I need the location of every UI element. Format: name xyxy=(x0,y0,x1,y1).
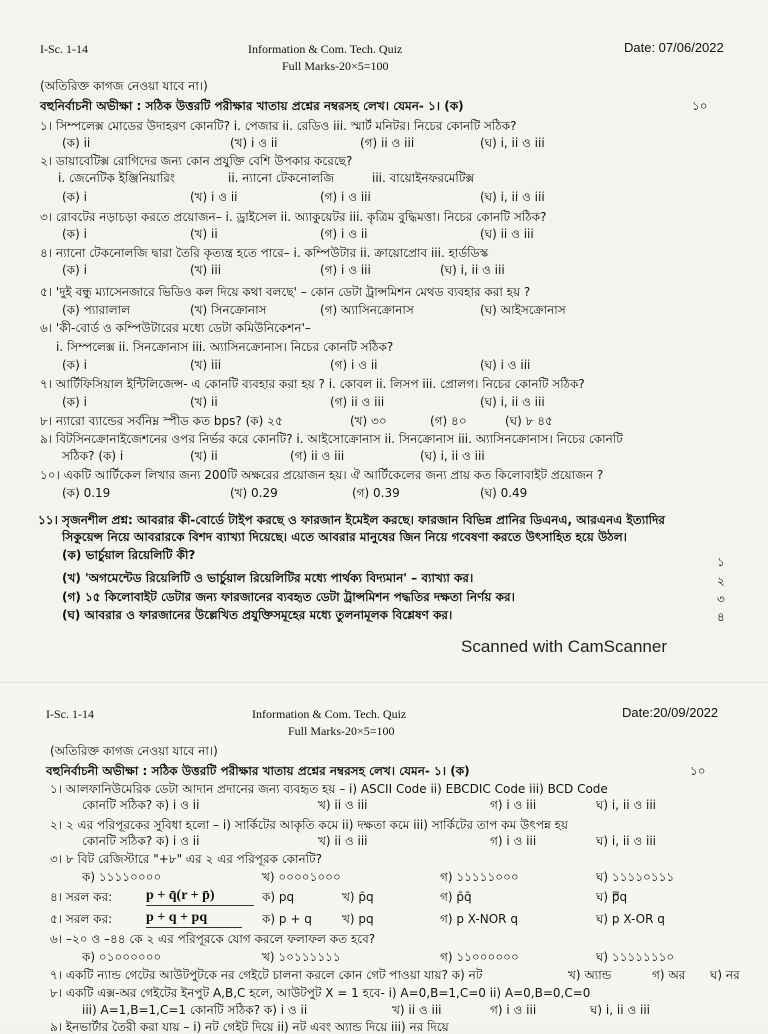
q1-option-a: (ক) ii xyxy=(62,136,91,150)
q2-prompt: কোনটি সঠিক? ক) i ও ii xyxy=(82,834,200,848)
q1-option-b: খ) ii ও iii xyxy=(318,798,368,812)
q2-option-d: (ঘ) i, ii ও iii xyxy=(480,190,545,204)
q6-option-c: গ) ১১০০০০০০ xyxy=(440,950,519,964)
q7-option-c: গ) অর xyxy=(652,968,686,982)
q3-option-a: ক) ১১১১০০০০ xyxy=(82,870,162,884)
q4-option-a: ক) pq xyxy=(262,890,295,904)
question-1: ১। আলফানিউমেরিক ডেটা আদান প্রদানের জন্য ব্যবহৃত হয় – i) ASCII Code ii) EBCDIC Code iii) BCD Code xyxy=(50,782,608,796)
q4-option-b: খ) p̄q xyxy=(342,890,374,904)
question-5: ৫। সরল কর: xyxy=(50,912,113,926)
q2-option-b: (খ) i ও ii xyxy=(190,190,238,204)
q11-mark-b: ২ xyxy=(717,574,725,588)
q11-part-c: (গ) ১৫ কিলোবাইট ডেটার জন্য ফারজানের ব্যবহৃত ডেটা ট্রান্সমিশন পদ্ধতির দক্ষতা নির্ণয় কর। xyxy=(62,590,515,604)
q3-option-b: খ) ০০০০১০০০ xyxy=(262,870,341,884)
q4-expression: p + q̄(r + p̄) xyxy=(146,888,215,903)
q5-expression: p + q + pq xyxy=(146,910,208,925)
exam-date: Date:20/09/2022 xyxy=(622,705,719,720)
question-4: ৪। ন্যানো টেকনোলজি দ্বারা তৈরি কৃত্যন্ত্র হতে পারে– i. কম্পিউটার ii. ক্রায়োপ্রোব iii. হার্ডডিস্ক xyxy=(40,246,489,260)
q1-option-d: ঘ) i, ii ও iii xyxy=(596,798,657,812)
exam-date: Date: 07/06/2022 xyxy=(624,40,724,55)
q7-option-d: (ঘ) i, ii ও iii xyxy=(480,395,545,409)
q4-option-c: (গ) i ও iii xyxy=(320,263,371,277)
q6-option-d: (ঘ) i ও iii xyxy=(480,358,531,372)
q3-option-d: ঘ) ১১১১০১১১ xyxy=(596,870,675,884)
question-9: ৯। বিটসিনক্রোনাইজেশনের ওপর নির্ভর করে কোনটি? i. আইসোক্রোনাস ii. সিনক্রোনাস iii. অ্যাসিনক্রোনাস। নিচের কোনটি xyxy=(40,432,623,446)
question-5: ৫। 'দুই বন্ধু ম্যাসেনজারে ভিডিও কল দিয়ে কথা বলছে' – কোন ডেটা ট্রান্সমিশন মেথড ব্যবহার করা হয় ? xyxy=(40,285,531,299)
q2-option-b: খ) ii ও iii xyxy=(318,834,368,848)
q10-option-a: (ক) 0.19 xyxy=(62,486,111,500)
exam-sheet-2 xyxy=(0,682,768,1034)
q11-part-d: (ঘ) আবরার ও ফারজানের উল্লেখিত প্রযুক্তিসমূহের মধ্যে তুলনামূলক বিশ্লেষণ কর। xyxy=(62,608,453,622)
q6-option-c: (গ) i ও ii xyxy=(330,358,378,372)
q5-option-a: ক) p + q xyxy=(262,912,312,926)
question-2: ২। ডায়াবেটিক্স রোগিদের জন্য কোন প্রযুক্তি বেশি উপকার করেছে? xyxy=(40,154,353,168)
q9-option-c: (গ) ii ও iii xyxy=(290,449,345,463)
question-11-stem: সিকুয়েন্স নিয়ে আবরারকে বিশদ ব্যাখ্যা দিয়েছে। এতে আবরার মানুষের জিন নিয়ে গবেষণা করতে উৎসাহিত হয়ে উঠল। xyxy=(62,530,627,544)
exam-title: Information & Com. Tech. Quiz xyxy=(248,42,403,56)
q3-option-c: (গ) i ও ii xyxy=(320,227,368,241)
q8-option-d: ঘ) i, ii ও iii xyxy=(590,1003,651,1017)
question-11: ১১। সৃজনশীল প্রশ্ন: আবরার কী-বোর্ডে টাইপ করছে ও ফারজান ইমেইল করছে। ফারজান বিভিন্ন প্রানির ডিএনএ, আরএনএ ইত্যাদির xyxy=(38,513,666,527)
q6-option-b: (খ) iii xyxy=(190,358,222,372)
exam-title: Information & Com. Tech. Quiz xyxy=(252,707,407,721)
q2-option-a: (ক) i xyxy=(62,190,87,204)
q1-option-b: (খ) i ও ii xyxy=(230,136,278,150)
q10-option-b: (খ) 0.29 xyxy=(230,486,278,500)
q2-item-2: ii. ন্যানো টেকনোলজি xyxy=(228,171,335,185)
q6-items: i. সিম্পলেক্স ii. সিনক্রোনাস iii. অ্যাসিনক্রোনাস। নিচের কোনটি সঠিক? xyxy=(56,340,394,354)
q5-option-b: খ) pq xyxy=(342,912,374,926)
instructions: বহুনির্বাচনী অভীক্ষা : সঠিক উত্তরটি পরীক্ষার খাতায় প্রশ্নের নম্বরসহ লেখ। যেমন- ১। (ক) xyxy=(40,99,464,113)
question-7: ৭। আর্টিফিসিয়াল ইন্টিলিজেন্স- এ কোনটি ব্যবহার করা হয় ? i. কোবল ii. লিসপ iii. প্রোলগ। নিচের কোনটি সঠিক? xyxy=(40,377,585,391)
q2-option-d: ঘ) i, ii ও iii xyxy=(596,834,657,848)
question-6: ৬। 'কী-বোর্ড ও কম্পিউটারের মধ্যে ডেটা কমিউনিকেশন'– xyxy=(40,321,311,335)
q9-option-d: (ঘ) i, ii ও iii xyxy=(420,449,485,463)
question-7: ৭। একটি ন্যান্ড গেটের আউটপুটকে নর গেইটে চালনা করলে কোন গেট পাওয়া যায়? ক) নট xyxy=(50,968,483,982)
q4-option-d: ঘ) p̿q xyxy=(596,890,628,904)
q7-option-a: (ক) i xyxy=(62,395,87,409)
q6-option-b: খ) ১০১১১১১১ xyxy=(262,950,341,964)
full-marks: Full Marks-20×5=100 xyxy=(282,59,389,73)
q2-item-3: iii. বায়োইনফরমেটিক্স xyxy=(372,171,475,185)
q2-option-c: (গ) i ও iii xyxy=(320,190,371,204)
q8-option-b: খ) ii ও iii xyxy=(392,1003,442,1017)
question-10: ১০। একটি আর্টিকেল লিখার জন্য 200টি অক্ষরের প্রয়োজন হয়। ঐ আর্টিকেলের জন্য প্রায় কত কিলোবাইট প্রয়োজন ? xyxy=(40,468,604,482)
question-8: ৮। ন্যারো ব্যান্ডের সর্বনিম্ন স্পীড কত bps? (ক) ২৫ xyxy=(40,414,283,428)
q11-mark-c: ৩ xyxy=(717,592,725,606)
q10-option-d: (ঘ) 0.49 xyxy=(480,486,528,500)
q5-underline xyxy=(146,927,242,928)
q11-part-b: (খ) 'অগমেন্টেড রিয়েলিটি ও ভার্চুয়াল রিয়েলিটির মধ্যে পার্থক্য বিদ্যমান' – ব্যাখ্যা কর। xyxy=(62,571,474,585)
question-3: ৩। রোবটের নড়াচড়া করতে প্রয়োজন– i. ড্রাইসেল ii. অ্যাকুয়েটর iii. কৃত্রিম বুদ্ধিমত্তা। নিচের কোনটি সঠিক? xyxy=(40,210,547,224)
instructions: বহুনির্বাচনী অভীক্ষা : সঠিক উত্তরটি পরীক্ষার খাতায় প্রশ্নের নম্বরসহ লেখ। যেমন- ১। (ক) xyxy=(46,764,470,778)
question-1: ১। সিম্পলেক্স মোডের উদাহরণ কোনটি? i. পেজার ii. রেডিও iii. স্মার্ট মনিটর। নিচের কোনটি সঠিক? xyxy=(40,119,517,133)
class-code: I-Sc. 1-14 xyxy=(40,42,88,56)
q11-mark-d: ৪ xyxy=(717,610,725,624)
q8-option-d: (ঘ) ৮ ৪৫ xyxy=(505,414,553,428)
q11-mark-a: ১ xyxy=(717,555,725,569)
q2-item-1: i. জেনেটিক ইঞ্জিনিয়ারিং xyxy=(58,171,176,185)
q3-option-c: গ) ১১১১১০০০ xyxy=(440,870,519,884)
q5-option-d: (ঘ) আইসক্রোনাস xyxy=(480,303,566,317)
question-6: ৬। –২০ ও –৪৪ কে ২ এর পরিপূরকে যোগ করলে ফলাফল কত হবে? xyxy=(50,932,376,946)
q4-option-c: গ) p̄q̄ xyxy=(440,890,472,904)
q6-option-a: (ক) i xyxy=(62,358,87,372)
q7-option-c: (গ) ii ও iii xyxy=(330,395,385,409)
question-8: ৮। একটি এক্স-অর গেইটের ইনপুট A,B,C হলে, আউটপুট X = 1 হবে- i) A=0,B=1,C=0 ii) A=0,B=0,C=0 xyxy=(50,986,591,1000)
q3-option-a: (ক) i xyxy=(62,227,87,241)
note: (অতিরিক্ত কাগজ নেওয়া যাবে না।) xyxy=(40,79,208,93)
q8-option-c: (গ) ৪০ xyxy=(430,414,467,428)
q5-option-c: (গ) অ্যাসিনক্রোনাস xyxy=(320,303,414,317)
q4-option-d: (ঘ) i, ii ও iii xyxy=(440,263,505,277)
q10-option-c: (গ) 0.39 xyxy=(352,486,400,500)
q1-option-d: (ঘ) i, ii ও iii xyxy=(480,136,545,150)
q2-option-c: গ) i ও iii xyxy=(490,834,537,848)
q7-option-b: খ) অ্যান্ড xyxy=(568,968,612,982)
note: (অতিরিক্ত কাগজ নেওয়া যাবে না।) xyxy=(50,744,218,758)
q4-underline xyxy=(146,905,254,906)
q8-prompt: iii) A=1,B=1,C=1 কোনটি সঠিক? ক) i ও ii xyxy=(82,1003,308,1017)
q1-prompt: কোনটি সঠিক? ক) i ও ii xyxy=(82,798,200,812)
q5-option-d: ঘ) p X-OR q xyxy=(596,912,665,926)
q4-option-b: (খ) iii xyxy=(190,263,222,277)
section-marks: ১০ xyxy=(692,99,708,113)
q5-option-c: গ) p X-NOR q xyxy=(440,912,518,926)
question-3: ৩। ৮ বিট রেজিস্টারে "+৮" এর ২ এর পরিপূরক কোনটি? xyxy=(50,852,323,866)
q11-part-a: (ক) ভার্চুয়াল রিয়েলিটি কী? xyxy=(62,548,196,562)
q7-option-d: ঘ) নর xyxy=(710,968,740,982)
q5-option-a: (ক) প্যারালাল xyxy=(62,303,131,317)
scanner-watermark: Scanned with CamScanner xyxy=(461,637,668,656)
class-code: I-Sc. 1-14 xyxy=(46,707,94,721)
q1-option-c: (গ) ii ও iii xyxy=(360,136,415,150)
q6-option-a: ক) ০১০০০০০০ xyxy=(82,950,162,964)
q3-option-b: (খ) ii xyxy=(190,227,218,241)
q7-option-b: (খ) ii xyxy=(190,395,218,409)
q5-option-b: (খ) সিনক্রোনাস xyxy=(190,303,267,317)
q9-prompt: সঠিক? (ক) i xyxy=(62,449,124,463)
full-marks: Full Marks-20×5=100 xyxy=(288,724,395,738)
q8-option-c: গ) i ও iii xyxy=(490,1003,537,1017)
question-4: ৪। সরল কর: xyxy=(50,890,113,904)
q9-option-b: (খ) ii xyxy=(190,449,218,463)
question-2: ২। ২ এর পরিপূরকের সুবিধা হলো – i) সার্কিটের আকৃতি কমে ii) দক্ষতা কমে iii) সার্কিটের তাপ কম উৎপন্ন হয় xyxy=(50,818,568,832)
q6-option-d: ঘ) ১১১১১১১০ xyxy=(596,950,675,964)
q4-option-a: (ক) i xyxy=(62,263,87,277)
question-9: ৯। ইনভার্টার তৈরী করা যায় – i) নট গেইট দিয়ে ii) নট এবং অ্যান্ড দিয়ে iii) নর দিয়ে xyxy=(50,1020,449,1034)
q3-option-d: (ঘ) ii ও iii xyxy=(480,227,534,241)
section-marks: ১০ xyxy=(690,764,706,778)
q1-option-c: গ) i ও iii xyxy=(490,798,537,812)
q8-option-b: (খ) ৩০ xyxy=(350,414,387,428)
